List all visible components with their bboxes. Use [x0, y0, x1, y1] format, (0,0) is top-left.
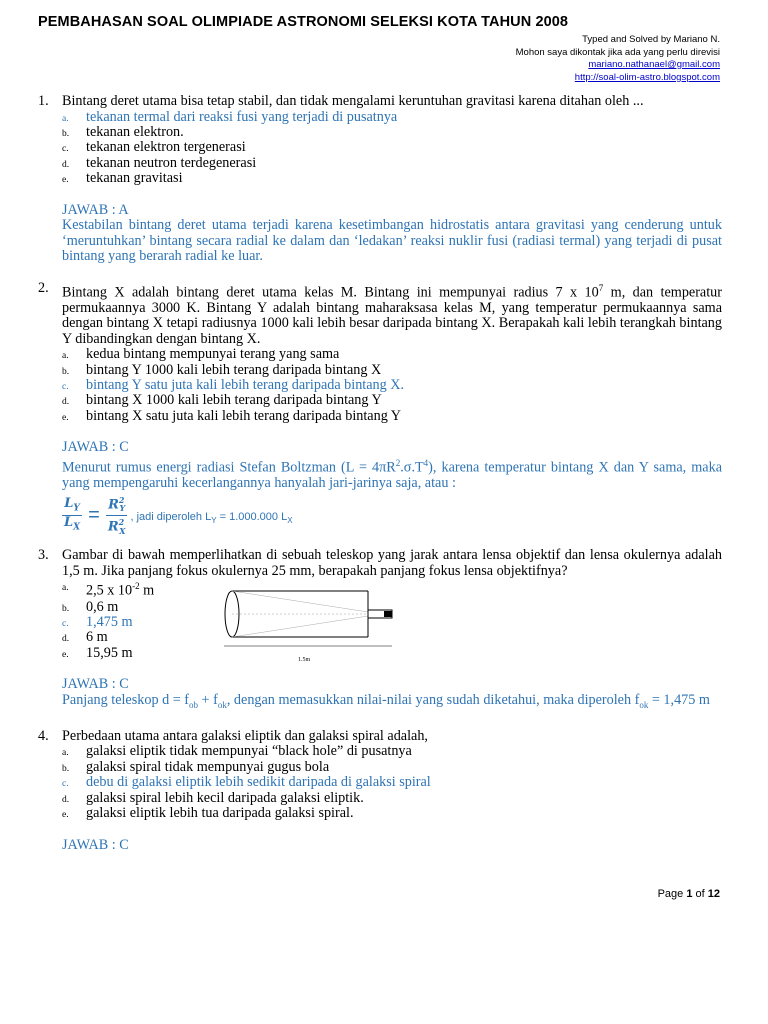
- option-a: a. kedua bintang mempunyai terang yang sama: [62, 346, 340, 363]
- option-a: a. galaksi eliptik tidak mempunyai “black hole” di pusatnya: [62, 743, 412, 760]
- radius-ratio: $\frac{R^2_Y}{R^2_X}$: [107, 494, 126, 537]
- luminosity-formula: $\frac{L_Y}{L_X}$ = $\frac{R^2_Y}{R^2_X}$ , jadi diperoleh $L_Y = 1.000.000$ $L_X$: [64, 494, 293, 537]
- option-e: e. bintang X satu juta kali lebih terang daripada bintang Y: [62, 407, 402, 424]
- question-1: [38, 94, 722, 265]
- question-3: [38, 548, 722, 713]
- page-number: 1: [686, 888, 693, 900]
- question-text: Gambar di bawah memperlihatkan di sebuah teleskop yang jarak antara lensa objektif dan lensa okulernya adalah 1,5 m. Jika panjang fokus okulernya 25 mm, berapakah panjang fokus lensa objektifnya?: [62, 547, 722, 579]
- option-c: c. debu di galaksi eliptik lebih sedikit daripada di galaksi spiral: [62, 774, 431, 791]
- option-b: b. 0,6 m: [62, 598, 119, 615]
- questions-content: [38, 94, 722, 853]
- option-d: d. 6 m: [62, 629, 108, 646]
- option-a: a. 2,5 x $10^{-2}$ m: [62, 581, 155, 600]
- answer-label: JAWAB : C: [62, 836, 129, 853]
- option-b: b. tekanan elektron.: [62, 123, 184, 140]
- answer-label: JAWAB : C: [62, 439, 129, 456]
- telescope-diagram: [218, 588, 398, 668]
- question-4: [38, 729, 722, 853]
- page-footer: [658, 888, 720, 900]
- answer-label: JAWAB : A: [62, 201, 129, 218]
- author-credits: [516, 34, 720, 84]
- question-number: 1.: [38, 93, 49, 109]
- option-c: c. bintang Y satu juta kali lebih terang daripada bintang X.: [62, 377, 405, 394]
- eyepiece-lens: [384, 611, 392, 617]
- option-list: [62, 744, 722, 821]
- blog-link[interactable]: http://soal-olim-astro.blogspot.com: [574, 71, 720, 83]
- option-b: b. galaksi spiral tidak mempunyai gugus bola: [62, 758, 330, 775]
- answer-explanation: Kestabilan bintang deret utama terjadi karena kesetimbangan hidrostatis antara gravitasi yang cenderung untuk ‘meruntuhkan’ bintang secara radial ke dalam dan ‘ledakan’ reaksi nuklir fusi (radiasi termal) yang terjadi di pusat bintang yang berarah radial ke luar.: [62, 217, 722, 265]
- option-e: e. tekanan gravitasi: [62, 170, 183, 187]
- question-number: 3.: [38, 547, 49, 564]
- page-total: 12: [707, 888, 720, 900]
- page-word: Page: [657, 888, 687, 900]
- option-b: b. bintang Y 1000 kali lebih terang daripada bintang X: [62, 361, 382, 378]
- answer-label: JAWAB : C: [62, 676, 129, 693]
- luminosity-ratio: $\frac{L_Y}{L_X}$: [64, 495, 81, 534]
- length-label: 1.5m: [298, 657, 311, 664]
- email-link[interactable]: mariano.nathanael@gmail.com: [588, 59, 720, 70]
- option-list: [62, 347, 722, 424]
- credit-author: Typed and Solved by Mariano N.: [582, 34, 720, 45]
- option-c: c. 1,475 m: [62, 613, 133, 630]
- question-number: 4.: [38, 727, 49, 744]
- question-2: [38, 281, 722, 539]
- option-c: c. tekanan elektron tergenerasi: [62, 139, 246, 156]
- question-text: Bintang deret utama bisa tetap stabil, dan tidak mengalami keruntuhan gravitasi karena ditahan oleh ...: [62, 93, 644, 109]
- option-a: a. tekanan termal dari reaksi fusi yang terjadi di pusatnya: [62, 108, 398, 125]
- option-e: e. 15,95 m: [62, 644, 133, 661]
- option-d: d. bintang X 1000 kali lebih terang daripada bintang Y: [62, 392, 382, 409]
- question-number: 2.: [38, 279, 49, 296]
- answer-explanation: Menurut rumus energi radiasi Stefan Boltzman $(L = 4\pi R^2.\sigma.T^4)$, karena temperatur bintang X dan Y sama, maka yang mempengaruhi kecerlangannya hanyalah jari-jarinya saja, atau :: [62, 457, 722, 492]
- of-word: of: [692, 888, 708, 900]
- option-list: [62, 110, 722, 187]
- document-title: PEMBAHASAN SOAL OLIMPIADE ASTRONOMI SELEKSI KOTA TAHUN 2008: [38, 14, 569, 30]
- option-d: d. tekanan neutron terdegenerasi: [62, 154, 257, 171]
- credit-note: Mohon saya dikontak jika ada yang perlu direvisi: [515, 46, 720, 58]
- option-e: e. galaksi eliptik lebih tua daripada galaksi spiral.: [62, 805, 354, 822]
- question-text: Bintang X adalah bintang deret utama kelas M. Bintang ini mempunyai radius 7 x $10^7$ m, dan temperatur permukaannya 3000 K. Bintang Y adalah bintang maharaksasa kelas M, yang temperatur permukaannya sama dengan bintang X tetapi radiusnya 1000 kali lebih besar daripada bintang X. Berapakah kali lebih terangkah bintang Y dibandingkan dengan bintang X.: [62, 282, 722, 347]
- formula-result: , jadi diperoleh $L_Y = 1.000.000$ $L_X$: [127, 510, 293, 525]
- option-d: d. galaksi spiral lebih kecil daripada galaksi eliptik.: [62, 789, 364, 806]
- answer-explanation: Panjang teleskop $d = f_{ob} + f_{ok}$, dengan memasukkan nilai-nilai yang sudah diketahui, maka diperoleh $f_{ok} = 1,475$ m: [62, 691, 710, 710]
- question-text: Perbedaan utama antara galaksi eliptik dan galaksi spiral adalah,: [62, 727, 428, 744]
